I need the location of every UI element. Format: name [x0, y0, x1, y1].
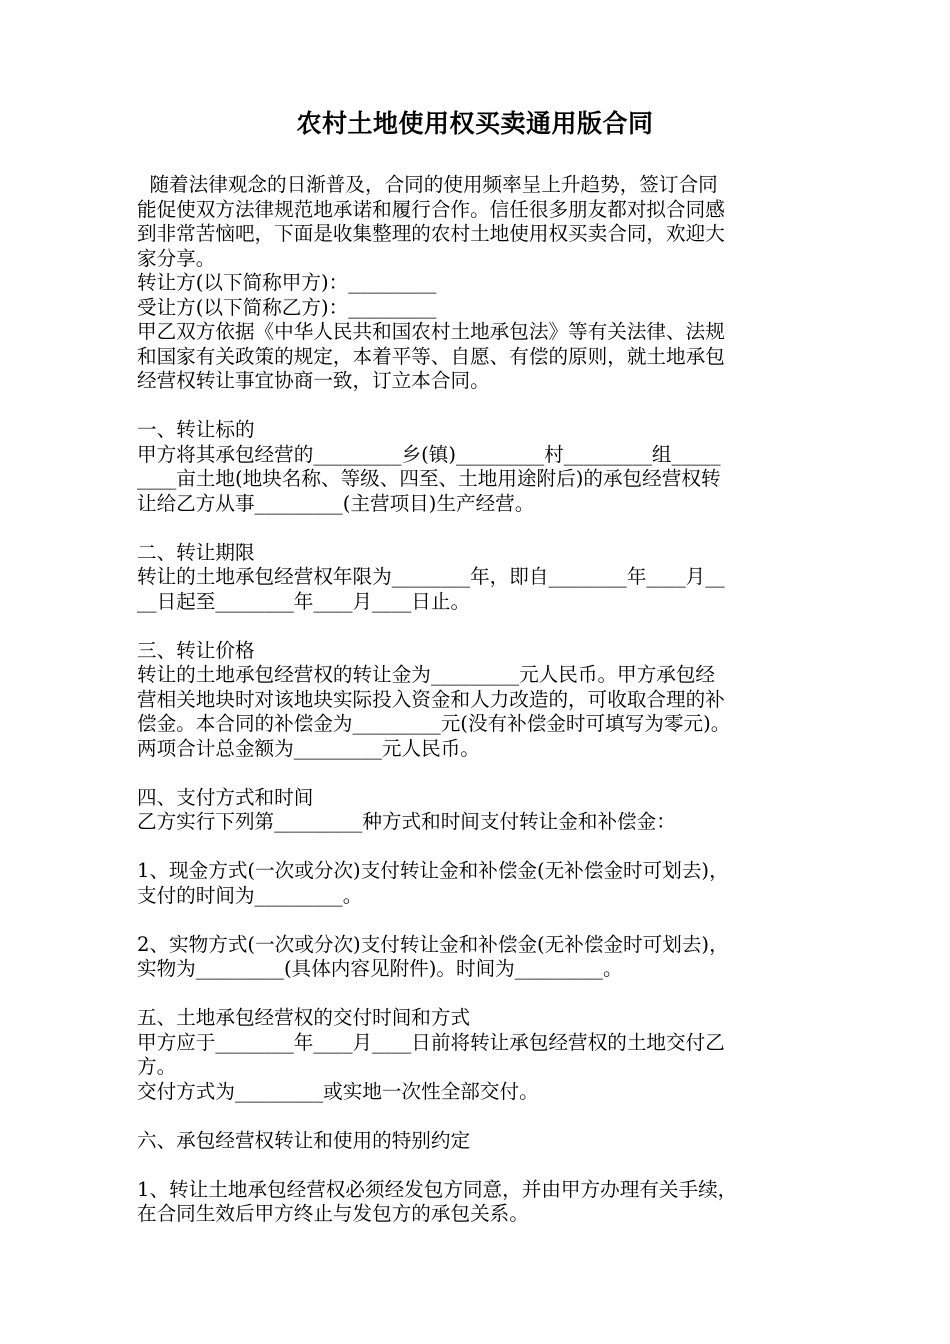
text-line: 到非常苦恼吧，下面是收集整理的农村土地使用权买卖合同，欢迎大 — [137, 222, 725, 245]
text-line: 甲方将其承包经营的_________乡(镇)_________村_________组_____ — [137, 442, 721, 466]
blank-line — [137, 614, 827, 639]
text-line: 四、支付方式和时间 — [137, 785, 314, 809]
text-line: 偿金。本合同的补偿金为_________元(没有补偿金时可填写为零元)。 — [137, 712, 731, 735]
text-line: 二、转让期限 — [137, 540, 255, 564]
text-line: 一、转让标的 — [137, 418, 255, 441]
blank-line — [137, 394, 827, 419]
text-line: 在合同生效后甲方终止与发包方的承包关系。 — [137, 1202, 529, 1225]
document-title: 农村土地使用权买卖通用版合同 — [296, 109, 654, 138]
text-line: 方。 — [137, 1055, 177, 1078]
text-line: 让给乙方从事_________(主营项目)生产经营。 — [137, 491, 535, 515]
text-line: 1、现金方式(一次或分次)支付转让金和补偿金(无补偿金时可划去)， — [137, 859, 729, 882]
text-line: 转让方(以下简称甲方)：_________ — [137, 271, 437, 294]
text-line: 五、土地承包经营权的交付时间和方式 — [137, 1006, 471, 1029]
text-line: 1、转让土地承包经营权必须经发包方同意，并由甲方办理有关手续， — [137, 1177, 738, 1201]
text-line: 家分享。 — [137, 246, 216, 270]
text-line: 甲乙双方依据《中华人民共和国农村土地承包法》等有关法律、法规 — [137, 320, 725, 343]
text-line: 两项合计总金额为_________元人民币。 — [137, 736, 480, 760]
text-line: 甲方应于________年____月____日前将转让承包经营权的土地交付乙 — [137, 1030, 725, 1054]
text-line: 支付的时间为_________。 — [137, 883, 363, 907]
blank-line — [137, 835, 827, 860]
text-line: 转让的土地承包经营权年限为________年，即自________年____月__ — [137, 565, 725, 588]
blank-line — [137, 1104, 827, 1129]
document-body — [137, 173, 827, 1227]
text-line: 能促使双方法律规范地承诺和履行合作。信任很多朋友都对拟合同感 — [137, 197, 725, 221]
blank-line — [137, 982, 827, 1007]
text-line: 实物为_________(具体内容见附件)。时间为_________。 — [137, 957, 623, 980]
blank-line — [137, 1153, 827, 1178]
text-line: 三、转让价格 — [137, 638, 255, 662]
text-line: 营相关地块时对该地块实际投入资金和人力改造的，可收取合理的补 — [137, 687, 725, 711]
blank-line — [137, 761, 827, 786]
text-line: __日起至________年____月____日止。 — [137, 589, 471, 613]
text-line: ____亩土地(地块名称、等级、四至、土地用途附后)的承包经营权转 — [137, 467, 721, 490]
text-line: 六、承包经营权转让和使用的特别约定 — [137, 1128, 471, 1152]
text-line: 2、实物方式(一次或分次)支付转让金和补偿金(无补偿金时可划去)， — [137, 932, 729, 956]
blank-line — [137, 516, 827, 541]
text-line: 受让方(以下简称乙方)：_________ — [137, 295, 437, 319]
text-line: 乙方实行下列第_________种方式和时间支付转让金和补偿金： — [137, 810, 676, 833]
text-line: 转让的土地承包经营权的转让金为_________元人民币。甲方承包经 — [137, 663, 716, 686]
blank-line — [137, 908, 827, 933]
text-line: 和国家有关政策的规定，本着平等、自愿、有偿的原则，就土地承包 — [137, 344, 725, 368]
text-line: 随着法律观念的日渐普及，合同的使用频率呈上升趋势，签订合同 — [137, 173, 718, 196]
text-line: 经营权转让事宜协商一致，订立本合同。 — [137, 369, 490, 392]
text-line: 交付方式为_________或实地一次性全部交付。 — [137, 1079, 539, 1103]
